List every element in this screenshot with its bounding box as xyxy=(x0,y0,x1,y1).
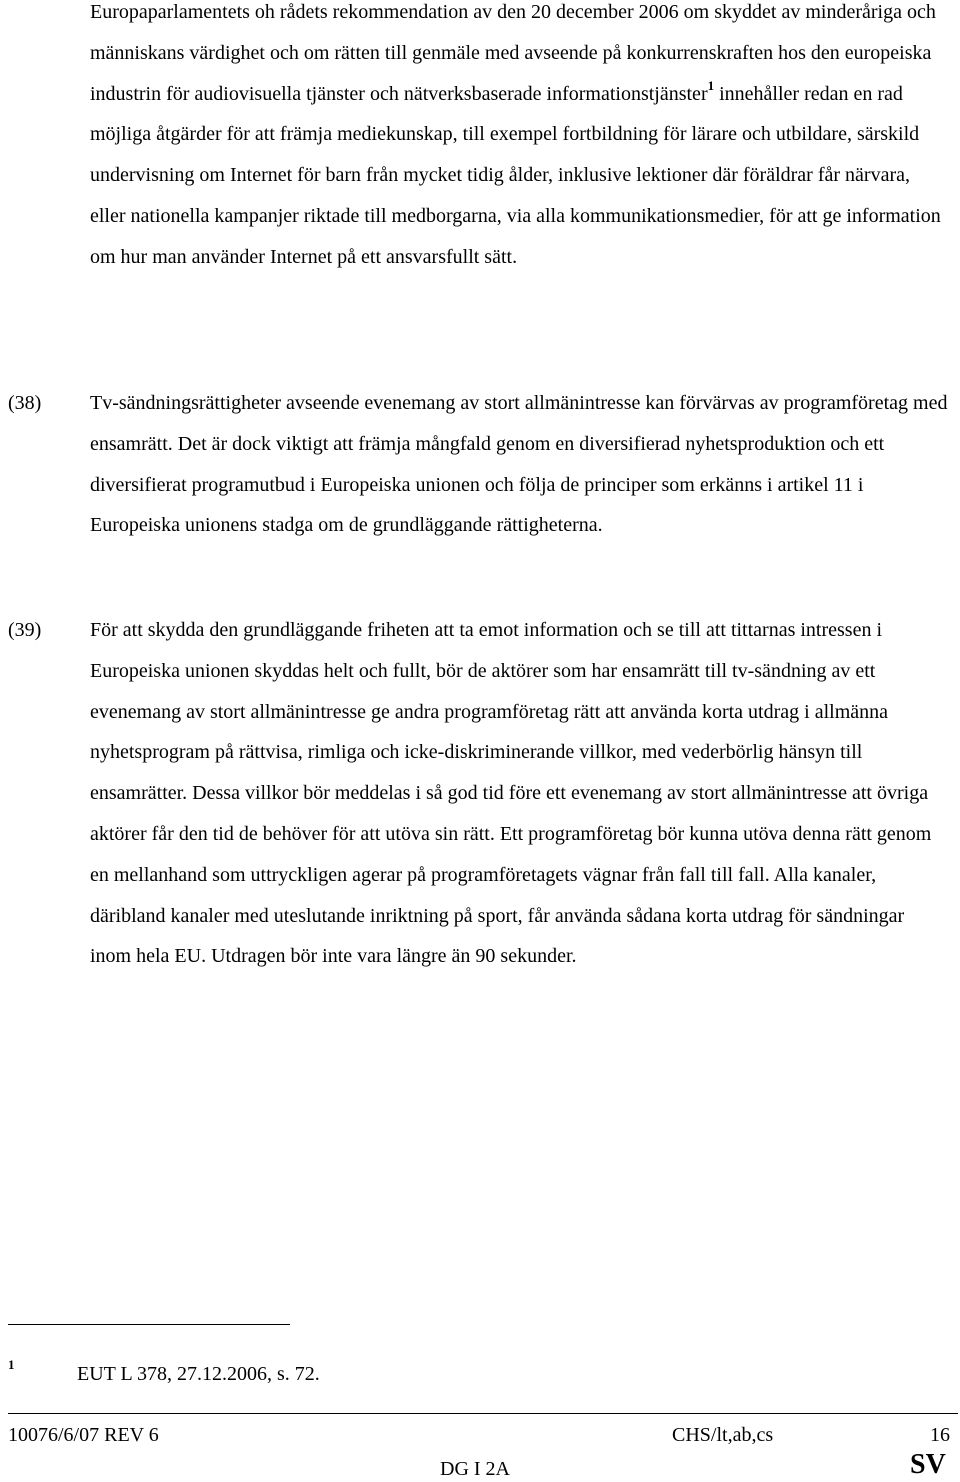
footer-separator xyxy=(8,1413,958,1414)
footnote-text: EUT L 378, 27.12.2006, s. 72. xyxy=(77,1363,320,1385)
footnote-separator xyxy=(8,1324,290,1325)
footer-doc-ref: 10076/6/07 REV 6 xyxy=(8,1424,159,1446)
paragraph-39: För att skydda den grundläggande friheten att ta emot information och se till att tittarnas intressen i Europeiska unionen skyddas helt och fullt, bör de aktörer som har ensamrätt till tv-sändning av ett evenemang av stort allmänintresse ge andra programföretag rätt att använda korta utdrag i allmänna nyhetsprogram på rättvisa, rimliga och icke-diskriminerande villkor, med vederbörlig hänsyn till ensamrätter. Dessa villkor bör meddelas i så god tid före ett evenemang av stort allmänintresse att övriga aktörer får den tid de behöver för att utöva sin rätt. Ett programföretag bör kunna utöva denna rätt genom en mellanhand som uttryckligen agerar på programföretagets vägnar från fall till fall. Alla kanaler, däribland kanaler med uteslutande inriktning på sport, får använda sådana korta utdrag för sändningar inom hela EU. Utdragen bör inte vara längre än 90 sekunder. xyxy=(90,619,932,968)
footer-page-number: 16 xyxy=(930,1424,950,1446)
footer-department: DG I 2A xyxy=(440,1458,510,1480)
paragraph-38: Tv-sändningsrättigheter avseende evenemang av stort allmänintresse kan förvärvas av programföretag med ensamrätt. Det är dock viktigt att främja mångfald genom en diversifierad nyhetsproduktion och ett diversifierat programutbud i Europeiska unionen och följa de principer som erkänns i artikel 11 i Europeiska unionens stadga om de grundläggande rättigheterna. xyxy=(90,392,948,537)
intro-text-part1: Europaparlamentets oh rådets rekommendation av den 20 december 2006 om skyddet av minderåriga och människans värdighet och om rätten till genmäle med avseende på konkurrenskraften hos den europeiska industrin för audiovisuella tjänster och nätverksbaserade informationstjänster xyxy=(90,1,936,105)
paragraph-number-39: (39) xyxy=(8,619,42,641)
intro-paragraph xyxy=(90,0,950,360)
footnote-reference[interactable]: 1 xyxy=(707,77,715,93)
footnote-number: 1 xyxy=(8,1357,15,1372)
footer-initials: CHS/lt,ab,cs xyxy=(672,1424,774,1446)
footer-language: SV xyxy=(910,1449,946,1480)
intro-text-part2: innehåller redan en rad möjliga åtgärder för att främja mediekunskap, till exempel fortbildning för lärare och utbildare, särskild undervisning om Internet för barn från mycket tidig ålder, inklusive lektioner där föräldrar får närvara, eller nationella kampanjer riktade till medborgarna, via alla kommunikationsmedier, för att ge information om hur man använder Internet på ett ansvarsfullt sätt. xyxy=(90,82,941,268)
paragraph-number-38: (38) xyxy=(8,392,42,414)
